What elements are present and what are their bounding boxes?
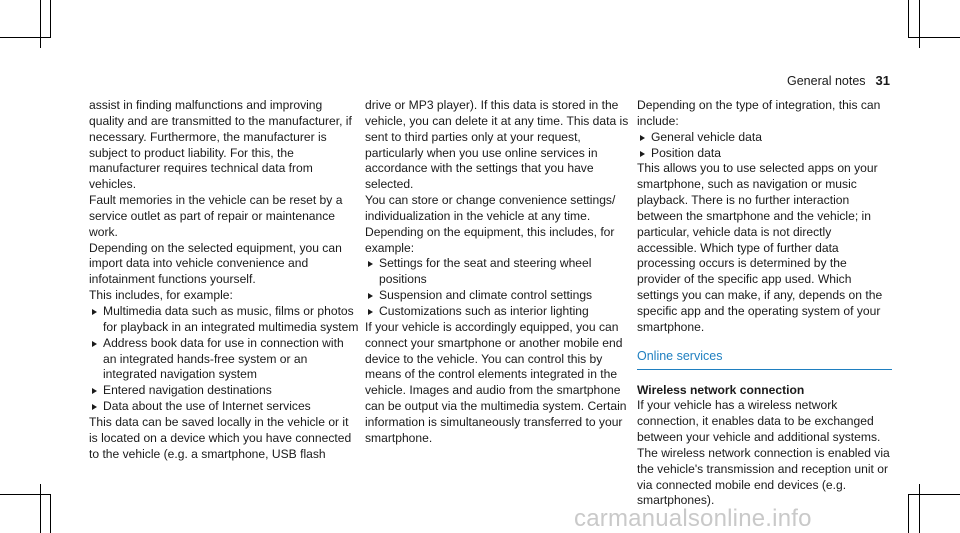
section-name: General notes [787,74,866,88]
crop-mark [40,484,41,533]
list-item: Position data [637,146,892,162]
paragraph: drive or MP3 player). If this data is stored in the vehicle, you can delete it at any time. This data is sent to third parties only at your request, particularly when you use online services in accordance with the settings that you have selected. [365,98,629,192]
crop-mark [50,494,51,533]
subsection-heading: Wireless network connection [637,382,805,397]
page-number: 31 [875,73,890,88]
list-item: Customizations such as interior lighting [365,304,630,320]
bullet-list [365,256,630,319]
watermark: carmanualsonline.info [574,505,812,532]
section-heading: Online services [637,349,892,370]
crop-mark [0,37,50,38]
bullet-list [637,130,892,162]
crop-mark [50,0,51,38]
paragraph: This data can be saved locally in the vehicle or it is located on a device which you have connected to the vehicle (e.g. a smartphone, USB flash [89,414,352,461]
list-item: Settings for the seat and steering wheel positions [365,256,630,288]
paragraph: If your vehicle has a wireless network connection, it enables data to be exchanged between your vehicle and additional systems. The wireless network connection is enabled via the vehicle's transmission and reception unit or via connected mobile end devices (e.g. smartphones). [637,398,890,508]
crop-mark [908,0,909,38]
crop-mark [908,494,960,495]
paragraph: Depending on the type of integration, this can include: [637,98,881,128]
text-column-3 [637,98,892,509]
paragraph: This allows you to use selected apps on your smartphone, such as navigation or music playback. There is no further interaction between the smartphone and the vehicle; in particular, vehicle data is not directly accessible. Which type of further data processing occurs is determined by the provider of the specific app used. Which settings you can make, if any, depends on the specific app and the operating system of your smartphone. [637,161,883,334]
crop-mark [919,484,920,533]
crop-mark [40,0,41,48]
crop-mark [908,494,909,533]
paragraph: Depending on the equipment, this includes, for example: [365,224,615,255]
crop-mark [908,37,960,38]
list-item: Address book data for use in connection with an integrated hands-free system or an integrated navigation system [89,336,359,384]
paragraph: If your vehicle is accordingly equipped, you can connect your smartphone or another mobile end device to the vehicle. You can control this by means of the control elements integrated in the vehicle. Images and audio from the smartphone can be output via the multimedia system. Certain information is simultaneously transferred to your smartphone. [365,319,627,445]
crop-mark [0,494,50,495]
text-column-1 [89,98,359,462]
paragraph: You can store or change convenience settings/ individualization in the vehicle at any time. [365,193,616,223]
paragraph: assist in finding malfunctions and improving quality and are transmitted to the manufacturer, if necessary. Furthermore, the manufacturer is subject to product liability. For this, the manufacturer requires technical data from vehicles. [89,98,352,192]
crop-mark [919,0,920,48]
list-item: Data about the use of Internet services [89,399,359,415]
paragraph: Depending on the selected equipment, you can import data into vehicle convenience and infotainment functions yourself. [89,240,342,287]
paragraph: This includes, for example: [89,288,233,303]
list-item: General vehicle data [637,130,892,146]
list-item: Multimedia data such as music, films or photos for playback in an integrated multimedia system [89,304,359,336]
list-item: Entered navigation destinations [89,383,359,399]
list-item: Suspension and climate control settings [365,288,630,304]
bullet-list [89,304,359,415]
text-column-2 [365,98,630,447]
page-header [787,73,890,88]
paragraph: Fault memories in the vehicle can be reset by a service outlet as part of repair or maintenance work. [89,193,343,239]
